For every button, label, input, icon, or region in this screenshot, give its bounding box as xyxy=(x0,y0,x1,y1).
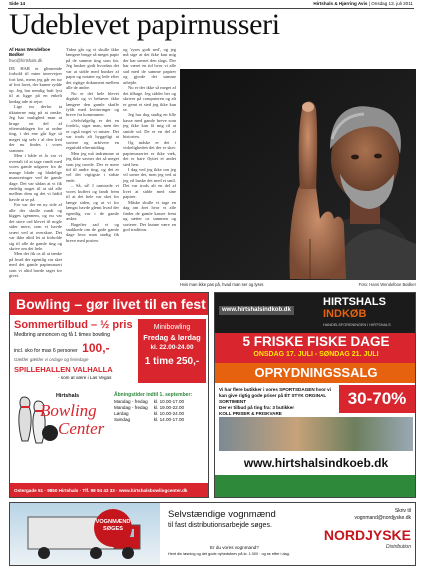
paragraph: – Så, så! I ramtsede vi vores kuffert og fandt frem til at det hele var sket for længe siden, og at vi for længst havde glemt hvad der egentlig var i de gamle æsker. xyxy=(66,183,119,222)
byline-author: Af Hans Wendelboe Bødker xyxy=(9,47,51,58)
byline xyxy=(9,47,59,63)
deal-box xyxy=(219,387,339,417)
sommer-valid: Gælder gælder vi ordage og feriedage xyxy=(14,357,89,362)
hours-day: Søndag xyxy=(114,417,131,422)
hours-time: kl. 19.00-22.00 xyxy=(153,405,185,410)
bowling-headline-bar xyxy=(10,293,209,315)
indkob-top xyxy=(215,293,416,333)
minibowling-box xyxy=(138,319,206,383)
paragraph: Nu er det hele blevet digitalt og vi behøver ikke længere den gamle skuffe fyldt med kvitteringer og breve fra kommunen. xyxy=(66,90,119,118)
hours-day: Mandag - fredag xyxy=(114,405,148,410)
paragraph: DE HAR et glimrende forhold til mine tørrevejrer fort løst, mens jeg går en tur af fort lavet, der kunne rydde op. Jeg har nemlig haft lyst til at ligge på en enkelt lørdag ude at rejse. xyxy=(9,66,62,104)
mini-time: kl. 22.00-24.00 xyxy=(150,344,194,351)
vognmand-body-2: Hent din løsning og det gode nyhedsbrev på kr. 1.000 · og se efter i dag. xyxy=(168,552,290,556)
vognmand-title-2: til fast distributionsarbejde søges. xyxy=(168,522,272,529)
deal-text-3: KOLL PRISER & FRISKVARE xyxy=(219,411,282,417)
paragraph: I dag ved jeg ikke om jeg vil savne det, men jeg ved at jeg vil huske det med et smil. Det var trods alt en del af livet at sidde med sine papirer. xyxy=(123,166,176,200)
hours-time: kl. 14.00-17.00 xyxy=(153,417,185,422)
vognmand-email[interactable]: vognmand@nordjyske.dk xyxy=(354,515,411,521)
publication-header xyxy=(313,1,413,7)
truck-icon xyxy=(10,503,160,566)
sommer-box xyxy=(14,319,136,383)
indkob-brand-2: INDKØB xyxy=(323,308,367,320)
spillehallen-title: SPILLEHALLEN VALHALLA xyxy=(14,365,113,374)
sommer-price: 100,- xyxy=(82,341,110,355)
indkob-photo-strip xyxy=(219,417,413,451)
bowling-logo xyxy=(14,389,110,449)
article-title: Udeblevet papirnusseri xyxy=(9,8,280,41)
indkob-brand-1: HIRTSHALS xyxy=(323,296,386,308)
photo-credit: Foto: Hans Wendelboe Bødker xyxy=(358,282,416,287)
nordjyske-sub: Distribution xyxy=(385,544,411,550)
vognmand-body-1: Er du vores vognmand? xyxy=(210,545,259,550)
mini-title: Minibowling xyxy=(153,324,191,331)
sommer-text-1: Medbring annoncen og få 1 times bowling xyxy=(14,332,111,338)
paragraph: Nu er der ikke så meget af det tilbage. Jeg sidder her og skriver på computeren og alt er gemt et sted jeg ikke kan se. xyxy=(123,85,176,112)
indkob-bottom-bar xyxy=(215,475,416,498)
paragraph: Lige nu derfor ta tiktaterne mig på at ønske. Jeg har mulighed man at bruge en del af eftermiddagen for at ordne ting, i det ene går lige så meget sig selv i al den fred der nu findes i vores sommer. xyxy=(9,104,62,153)
bowling-ad xyxy=(9,292,209,498)
paragraph: Bagefter sad vi og snakkede om de gode gamle dage hvor man stadig fik breve med posten. xyxy=(66,221,119,243)
paragraph: og 'ryses godt ned', og jeg må sige at det ikke kun mig der har savnet den slags. Der har været en tid hvor vi alle sad med de samme papirer og gjorde det samme arbejde. xyxy=(123,47,176,85)
spillehallen-sub: - som at være i Las Vegas xyxy=(58,375,112,380)
deal-text: Vi har flere butikker i vores SPORTSDAGEN hvor vi kan give rigtig gode priser på ÉT STYK ORGINAL SORTIMENT xyxy=(219,387,331,404)
pct-badge: 30-70% xyxy=(339,385,415,413)
vognmand-title-1: Selvstændige vognmænd xyxy=(168,509,276,520)
mini-days: Fredag & lørdag xyxy=(143,333,201,342)
logo-big: Bowling xyxy=(40,401,97,420)
truck-image xyxy=(10,503,160,566)
paragraph: Og måske er det i virkeligheden det der er sket: papirnusseriet er ikke væk, det er bare flyttet et andet sted hen. xyxy=(123,139,176,167)
logo-big-2: Center xyxy=(58,419,105,438)
indkob-site: www.hirtshalsindkoeb.dk xyxy=(243,456,389,470)
logo-small: Hirtshals xyxy=(56,393,80,399)
nordjyske-logo: NORDJYSKE xyxy=(323,527,411,543)
indkob-site-top: www.hirtshalsindkob.dk xyxy=(219,306,294,315)
vognmand-badge: VOGNMÆND SØGES xyxy=(94,509,132,547)
paragraph: Før var der en ny side af alle der skulle rundt og kigges igennem, og nu var det store ord blevet til nogle sider mere, som vi havde svært ved at overskue. Det var ikke altid let at forholde sig til alle de gamle ting og skrive om det hele. xyxy=(9,202,62,251)
hours-time: kl. 10.00-17.00 xyxy=(153,399,185,404)
paragraph: Men det fik os til at tænke på hvad der egentlig var sket med det gamle papirnusseri som vi altid havde taget for givet. xyxy=(9,251,62,279)
fiske-dates: ONSDAG 17. JULI - SØNDAG 21. JULI xyxy=(253,351,379,358)
deal-text-2: Der er tilbud på ting fra: 3 butikker xyxy=(219,405,295,411)
man-pointing-photo xyxy=(180,69,416,280)
photo-caption: Hvis man ikke pas på, hvad man ser og lyser. xyxy=(180,282,265,287)
fiske-banner xyxy=(215,333,416,363)
paragraph: Jeg har dog stadig en lille kasse med gamle breve som jeg ikke kan få mig til at smide ud. De er en del af historien. xyxy=(123,112,176,140)
paragraph: Men jeg må indrømme at jeg ikke savner det så meget som jeg troede. Der er mere tid til andre ting, og det er vel det vigtigste i sidste ende. xyxy=(66,150,119,183)
opry-banner xyxy=(215,363,416,383)
issue-date: Onsdag 13. juli 2011 xyxy=(371,1,413,6)
hours-table xyxy=(114,399,190,423)
paragraph: Men i både et år var vi overtalt til at tage rundt med vores gamle udgaver fra de mange blade og bladelige nuanceringer ved de gamle dage. Det var sådan at vi fik endelig noget til at stå alle mellem dem og det vi hidtil havde at se på. xyxy=(9,153,62,202)
article-column-4 xyxy=(180,47,235,67)
paragraph: Tiden går og vi skulle ikke længere bruge så meget papir på de samme ting som før. Jeg husker godt hvordan det var at sidde med bunker af papir og notater og lede efter det rigtige dokument mellem alle de andre. xyxy=(66,47,119,91)
byline-email: hwo@hirtshals.dk xyxy=(9,57,43,63)
bowling-footer-text: Ostergade 51 · 9850 Hirtshals · Tlf. 98 94 43 33 · www.hirtshalsbowlingcenter.dk xyxy=(14,488,188,493)
sommer-title: Sommertilbud – ½ pris xyxy=(14,319,133,331)
bowling-footer xyxy=(10,483,209,498)
indkob-sub: HANDELSFORENINGEN I HIRTSHALS xyxy=(323,323,391,327)
publication-name: Hirtshals & Hjørring Avis xyxy=(313,1,368,6)
article-photo xyxy=(180,69,416,280)
vognmand-ring: Skriv til xyxy=(394,508,411,514)
mini-price: 1 time 250,- xyxy=(144,356,200,367)
separator: | xyxy=(368,1,372,6)
vognmand-ad xyxy=(9,502,416,566)
sommer-text-2: incl. sko for max 6 personer xyxy=(14,348,78,354)
hours-title: Åbningstider indtil 1. september: xyxy=(114,392,193,398)
indkob-ad xyxy=(214,292,416,498)
hours-time: kl. 10.00-24.00 xyxy=(153,411,185,416)
fiske-title: 5 FRISKE FISKE DAGE xyxy=(242,334,390,349)
hours-day: Lørdag xyxy=(114,411,129,416)
paragraph: Måske skulle vi tage en dag om året hvor vi alle finder de gamle kasser frem og sætter os sammen og sorterer. Det kunne være en god tradition. xyxy=(123,199,176,232)
hours-day: Mandag - fredag xyxy=(114,399,148,404)
page-number: Side 14 xyxy=(9,1,26,6)
bowling-headline: Bowling – gør livet til en fest xyxy=(16,296,206,312)
sommer-offer xyxy=(14,339,136,357)
opry-title: OPRYDNINGSSALG xyxy=(254,365,378,380)
paragraph: »Selvfølgelig er det en fordel«, siger man, men der er også noget vi mister. Det var trods alt hyggeligt at sortere og arkivere en regnfuld eftermiddag. xyxy=(66,117,119,151)
hours-row xyxy=(114,417,190,423)
opening-hours xyxy=(114,392,208,423)
